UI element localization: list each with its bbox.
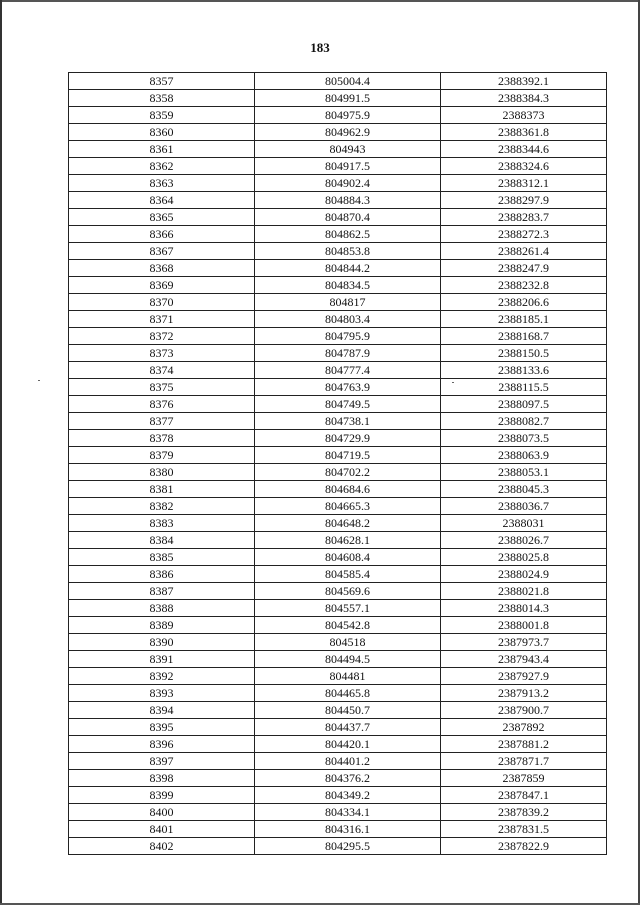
table-row bbox=[69, 226, 607, 243]
y-coordinate-cell: 2388324.6 bbox=[441, 158, 607, 175]
table-row bbox=[69, 175, 607, 192]
point-number-cell: 8386 bbox=[69, 566, 255, 583]
point-number-cell: 8363 bbox=[69, 175, 255, 192]
table-row bbox=[69, 498, 607, 515]
table-row bbox=[69, 515, 607, 532]
y-coordinate-cell: 2388373 bbox=[441, 107, 607, 124]
x-coordinate-cell: 804684.6 bbox=[255, 481, 441, 498]
table-row bbox=[69, 600, 607, 617]
x-coordinate-cell: 804542.8 bbox=[255, 617, 441, 634]
y-coordinate-cell: 2387943.4 bbox=[441, 651, 607, 668]
table-row bbox=[69, 685, 607, 702]
point-number-cell: 8369 bbox=[69, 277, 255, 294]
x-coordinate-cell: 804902.4 bbox=[255, 175, 441, 192]
y-coordinate-cell: 2388063.9 bbox=[441, 447, 607, 464]
x-coordinate-cell: 804719.5 bbox=[255, 447, 441, 464]
x-coordinate-cell: 804943 bbox=[255, 141, 441, 158]
x-coordinate-cell: 804962.9 bbox=[255, 124, 441, 141]
y-coordinate-cell: 2388206.6 bbox=[441, 294, 607, 311]
point-number-cell: 8368 bbox=[69, 260, 255, 277]
y-coordinate-cell: 2388001.8 bbox=[441, 617, 607, 634]
y-coordinate-cell: 2387831.5 bbox=[441, 821, 607, 838]
table-row bbox=[69, 73, 607, 90]
point-number-cell: 8378 bbox=[69, 430, 255, 447]
point-number-cell: 8366 bbox=[69, 226, 255, 243]
point-number-cell: 8402 bbox=[69, 838, 255, 855]
table-row bbox=[69, 413, 607, 430]
y-coordinate-cell: 2388168.7 bbox=[441, 328, 607, 345]
x-coordinate-cell: 804349.2 bbox=[255, 787, 441, 804]
point-number-cell: 8365 bbox=[69, 209, 255, 226]
point-number-cell: 8389 bbox=[69, 617, 255, 634]
x-coordinate-cell: 804665.3 bbox=[255, 498, 441, 515]
x-coordinate-cell: 804777.4 bbox=[255, 362, 441, 379]
x-coordinate-cell: 804334.1 bbox=[255, 804, 441, 821]
point-number-cell: 8373 bbox=[69, 345, 255, 362]
point-number-cell: 8360 bbox=[69, 124, 255, 141]
x-coordinate-cell: 804763.9 bbox=[255, 379, 441, 396]
x-coordinate-cell: 804437.7 bbox=[255, 719, 441, 736]
table-row bbox=[69, 702, 607, 719]
y-coordinate-cell: 2387892 bbox=[441, 719, 607, 736]
table-row bbox=[69, 379, 607, 396]
x-coordinate-cell: 804749.5 bbox=[255, 396, 441, 413]
table-row bbox=[69, 753, 607, 770]
point-number-cell: 8370 bbox=[69, 294, 255, 311]
x-coordinate-cell: 804738.1 bbox=[255, 413, 441, 430]
y-coordinate-cell: 2388053.1 bbox=[441, 464, 607, 481]
y-coordinate-cell: 2388185.1 bbox=[441, 311, 607, 328]
table-row bbox=[69, 770, 607, 787]
table-row bbox=[69, 583, 607, 600]
page-edge-top bbox=[0, 0, 640, 2]
table-row bbox=[69, 464, 607, 481]
y-coordinate-cell: 2388045.3 bbox=[441, 481, 607, 498]
y-coordinate-cell: 2388133.6 bbox=[441, 362, 607, 379]
x-coordinate-cell: 804787.9 bbox=[255, 345, 441, 362]
x-coordinate-cell: 804295.5 bbox=[255, 838, 441, 855]
x-coordinate-cell: 805004.4 bbox=[255, 73, 441, 90]
y-coordinate-cell: 2388261.4 bbox=[441, 243, 607, 260]
y-coordinate-cell: 2388024.9 bbox=[441, 566, 607, 583]
table-row bbox=[69, 311, 607, 328]
y-coordinate-cell: 2388097.5 bbox=[441, 396, 607, 413]
x-coordinate-cell: 804648.2 bbox=[255, 515, 441, 532]
table-row bbox=[69, 328, 607, 345]
x-coordinate-cell: 804450.7 bbox=[255, 702, 441, 719]
point-number-cell: 8383 bbox=[69, 515, 255, 532]
table-row bbox=[69, 430, 607, 447]
y-coordinate-cell: 2387839.2 bbox=[441, 804, 607, 821]
table-row bbox=[69, 277, 607, 294]
y-coordinate-cell: 2388392.1 bbox=[441, 73, 607, 90]
y-coordinate-cell: 2387973.7 bbox=[441, 634, 607, 651]
point-number-cell: 8372 bbox=[69, 328, 255, 345]
table-row bbox=[69, 345, 607, 362]
scan-speck bbox=[38, 380, 40, 381]
point-number-cell: 8401 bbox=[69, 821, 255, 838]
x-coordinate-cell: 804585.4 bbox=[255, 566, 441, 583]
table-row bbox=[69, 396, 607, 413]
x-coordinate-cell: 804870.4 bbox=[255, 209, 441, 226]
point-number-cell: 8385 bbox=[69, 549, 255, 566]
table-row bbox=[69, 532, 607, 549]
point-number-cell: 8392 bbox=[69, 668, 255, 685]
table-row bbox=[69, 141, 607, 158]
y-coordinate-cell: 2388232.8 bbox=[441, 277, 607, 294]
point-number-cell: 8384 bbox=[69, 532, 255, 549]
page-number: 183 bbox=[310, 40, 330, 55]
x-coordinate-cell: 804834.5 bbox=[255, 277, 441, 294]
x-coordinate-cell: 804702.2 bbox=[255, 464, 441, 481]
table-row bbox=[69, 719, 607, 736]
table-row bbox=[69, 107, 607, 124]
coordinates-table bbox=[68, 72, 607, 855]
x-coordinate-cell: 804316.1 bbox=[255, 821, 441, 838]
y-coordinate-cell: 2387847.1 bbox=[441, 787, 607, 804]
point-number-cell: 8375 bbox=[69, 379, 255, 396]
table-row bbox=[69, 566, 607, 583]
point-number-cell: 8388 bbox=[69, 600, 255, 617]
y-coordinate-cell: 2388297.9 bbox=[441, 192, 607, 209]
y-coordinate-cell: 2388384.3 bbox=[441, 90, 607, 107]
table-row bbox=[69, 651, 607, 668]
x-coordinate-cell: 804608.4 bbox=[255, 549, 441, 566]
point-number-cell: 8394 bbox=[69, 702, 255, 719]
x-coordinate-cell: 804557.1 bbox=[255, 600, 441, 617]
y-coordinate-cell: 2388283.7 bbox=[441, 209, 607, 226]
scan-speck bbox=[452, 382, 454, 383]
table-row bbox=[69, 243, 607, 260]
table-row bbox=[69, 787, 607, 804]
x-coordinate-cell: 804975.9 bbox=[255, 107, 441, 124]
point-number-cell: 8379 bbox=[69, 447, 255, 464]
x-coordinate-cell: 804420.1 bbox=[255, 736, 441, 753]
y-coordinate-cell: 2388312.1 bbox=[441, 175, 607, 192]
table-row bbox=[69, 158, 607, 175]
coordinates-table-body bbox=[69, 73, 607, 855]
x-coordinate-cell: 804494.5 bbox=[255, 651, 441, 668]
page-edge-left bbox=[0, 0, 2, 905]
x-coordinate-cell: 804844.2 bbox=[255, 260, 441, 277]
table-row bbox=[69, 192, 607, 209]
y-coordinate-cell: 2388026.7 bbox=[441, 532, 607, 549]
y-coordinate-cell: 2387859 bbox=[441, 770, 607, 787]
x-coordinate-cell: 804803.4 bbox=[255, 311, 441, 328]
table-row bbox=[69, 362, 607, 379]
y-coordinate-cell: 2388272.3 bbox=[441, 226, 607, 243]
point-number-cell: 8393 bbox=[69, 685, 255, 702]
point-number-cell: 8364 bbox=[69, 192, 255, 209]
y-coordinate-cell: 2387927.9 bbox=[441, 668, 607, 685]
y-coordinate-cell: 2388247.9 bbox=[441, 260, 607, 277]
x-coordinate-cell: 804628.1 bbox=[255, 532, 441, 549]
x-coordinate-cell: 804569.6 bbox=[255, 583, 441, 600]
point-number-cell: 8361 bbox=[69, 141, 255, 158]
y-coordinate-cell: 2387822.9 bbox=[441, 838, 607, 855]
point-number-cell: 8374 bbox=[69, 362, 255, 379]
point-number-cell: 8380 bbox=[69, 464, 255, 481]
table-row bbox=[69, 668, 607, 685]
table-row bbox=[69, 260, 607, 277]
point-number-cell: 8371 bbox=[69, 311, 255, 328]
table-row bbox=[69, 617, 607, 634]
point-number-cell: 8396 bbox=[69, 736, 255, 753]
x-coordinate-cell: 804862.5 bbox=[255, 226, 441, 243]
y-coordinate-cell: 2388014.3 bbox=[441, 600, 607, 617]
point-number-cell: 8358 bbox=[69, 90, 255, 107]
y-coordinate-cell: 2388150.5 bbox=[441, 345, 607, 362]
point-number-cell: 8398 bbox=[69, 770, 255, 787]
x-coordinate-cell: 804376.2 bbox=[255, 770, 441, 787]
x-coordinate-cell: 804465.8 bbox=[255, 685, 441, 702]
point-number-cell: 8362 bbox=[69, 158, 255, 175]
point-number-cell: 8359 bbox=[69, 107, 255, 124]
point-number-cell: 8357 bbox=[69, 73, 255, 90]
point-number-cell: 8387 bbox=[69, 583, 255, 600]
table-row bbox=[69, 294, 607, 311]
point-number-cell: 8395 bbox=[69, 719, 255, 736]
point-number-cell: 8377 bbox=[69, 413, 255, 430]
table-row bbox=[69, 634, 607, 651]
table-row bbox=[69, 549, 607, 566]
y-coordinate-cell: 2388021.8 bbox=[441, 583, 607, 600]
point-number-cell: 8376 bbox=[69, 396, 255, 413]
y-coordinate-cell: 2387871.7 bbox=[441, 753, 607, 770]
table-row bbox=[69, 736, 607, 753]
y-coordinate-cell: 2387900.7 bbox=[441, 702, 607, 719]
x-coordinate-cell: 804401.2 bbox=[255, 753, 441, 770]
table-row bbox=[69, 447, 607, 464]
point-number-cell: 8400 bbox=[69, 804, 255, 821]
table-row bbox=[69, 209, 607, 226]
y-coordinate-cell: 2388115.5 bbox=[441, 379, 607, 396]
y-coordinate-cell: 2387913.2 bbox=[441, 685, 607, 702]
point-number-cell: 8391 bbox=[69, 651, 255, 668]
y-coordinate-cell: 2388344.6 bbox=[441, 141, 607, 158]
x-coordinate-cell: 804817 bbox=[255, 294, 441, 311]
point-number-cell: 8367 bbox=[69, 243, 255, 260]
x-coordinate-cell: 804795.9 bbox=[255, 328, 441, 345]
point-number-cell: 8397 bbox=[69, 753, 255, 770]
y-coordinate-cell: 2387881.2 bbox=[441, 736, 607, 753]
x-coordinate-cell: 804991.5 bbox=[255, 90, 441, 107]
point-number-cell: 8382 bbox=[69, 498, 255, 515]
y-coordinate-cell: 2388031 bbox=[441, 515, 607, 532]
x-coordinate-cell: 804481 bbox=[255, 668, 441, 685]
table-row bbox=[69, 804, 607, 821]
table-row bbox=[69, 481, 607, 498]
x-coordinate-cell: 804917.5 bbox=[255, 158, 441, 175]
point-number-cell: 8399 bbox=[69, 787, 255, 804]
x-coordinate-cell: 804884.3 bbox=[255, 192, 441, 209]
point-number-cell: 8381 bbox=[69, 481, 255, 498]
point-number-cell: 8390 bbox=[69, 634, 255, 651]
y-coordinate-cell: 2388025.8 bbox=[441, 549, 607, 566]
x-coordinate-cell: 804518 bbox=[255, 634, 441, 651]
x-coordinate-cell: 804853.8 bbox=[255, 243, 441, 260]
y-coordinate-cell: 2388036.7 bbox=[441, 498, 607, 515]
table-row bbox=[69, 821, 607, 838]
y-coordinate-cell: 2388082.7 bbox=[441, 413, 607, 430]
y-coordinate-cell: 2388361.8 bbox=[441, 124, 607, 141]
table-row bbox=[69, 124, 607, 141]
table-row bbox=[69, 90, 607, 107]
x-coordinate-cell: 804729.9 bbox=[255, 430, 441, 447]
table-row bbox=[69, 838, 607, 855]
y-coordinate-cell: 2388073.5 bbox=[441, 430, 607, 447]
